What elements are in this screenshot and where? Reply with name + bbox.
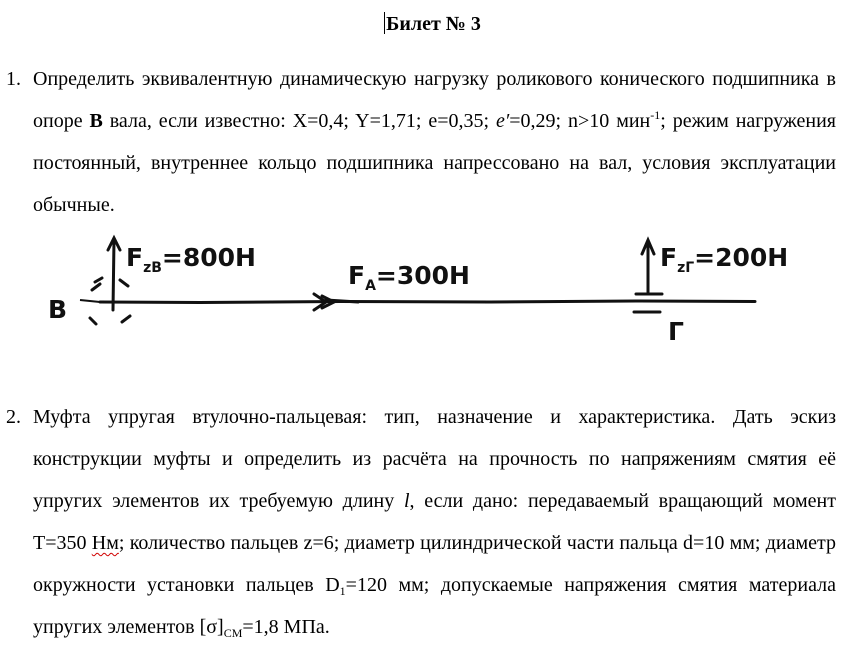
force-fa-label: $F_A=300H$	[348, 261, 470, 294]
shaft-load-sketch	[40, 226, 840, 352]
task-1-number: 1.	[6, 68, 21, 90]
force-fzg-label: $F_{zГ}=200H$	[660, 243, 789, 276]
task-1-superscript: -1	[650, 108, 661, 122]
force-fzb-label: $F_{zB}=800H$	[126, 243, 256, 276]
ticket-title-text: Билет № 3	[386, 13, 481, 35]
task-2-text-a: Муфта упругая втулочно-пальцевая: тип, назначение и характеристика. Дать эскиз конструкции муфты и определить из расчёта на прочность по напряжениям смятия её упругих элементов их требуемую длину	[33, 406, 836, 512]
task-2-subscript-1: 1	[339, 584, 346, 598]
task-1	[0, 58, 850, 228]
task-2-length-l: l	[403, 490, 410, 512]
task-2-unit-nm: Нм	[91, 532, 119, 554]
support-g-label: Г	[668, 317, 684, 346]
shaft-axis-tail	[80, 300, 100, 302]
task-2-text-e: =1,8 МПа.	[242, 616, 330, 638]
task-2-text-c: ; количество пальцев z=6; диаметр цилиндрической части пальца d=10 мм; диаметр окружности установки пальцев D	[33, 532, 837, 596]
task-2-text-b: , если дано: передаваемый вращающий момент T=350	[33, 490, 836, 554]
task-2-subscript-cm: СМ	[223, 626, 243, 640]
task-2-text	[33, 396, 836, 647]
text-cursor	[384, 12, 385, 34]
support-b-label: B	[48, 295, 68, 324]
task-1-text-d: ; режим нагружения постоянный, внутреннее кольцо подшипника напрессовано на вал, условия эксплуатации обычные.	[33, 110, 836, 216]
ticket-title	[0, 10, 865, 38]
task-1-text-b: вала, если известно: X=0,4; Y=1,71; e=0,35;	[102, 110, 496, 132]
task-1-text-a: Определить эквивалентную динамическую нагрузку роликового конического подшипника в опоре	[33, 68, 836, 132]
task-2-text-d: =120 мм; допускаемые напряжения смятия материала упругих элементов [σ]	[33, 574, 836, 638]
task-1-text	[33, 58, 836, 226]
task-1-e-prime: e′	[495, 110, 510, 132]
task-1-text-c: =0,29; n>10 мин	[509, 110, 651, 132]
task-1-support-b: В	[89, 110, 103, 132]
task-2-number: 2.	[6, 406, 21, 428]
task-2	[0, 396, 850, 646]
shaft-axis-line	[100, 301, 755, 303]
force-fzb-arrow	[108, 238, 120, 310]
